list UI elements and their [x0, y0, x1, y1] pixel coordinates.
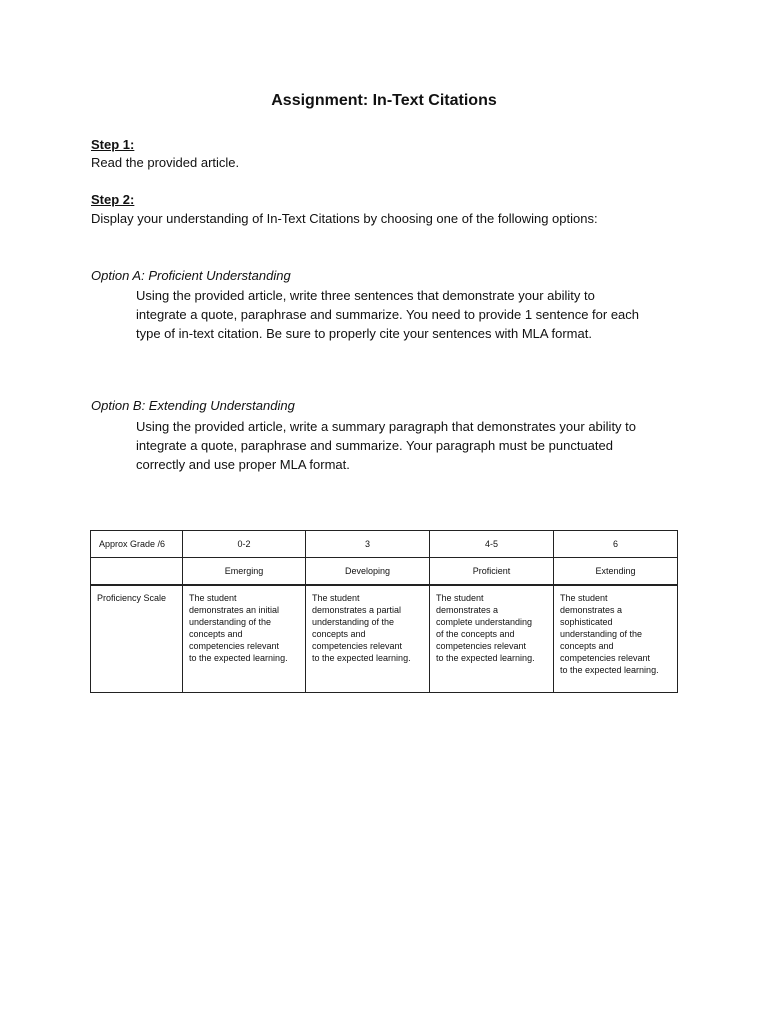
description-line: demonstrates a partial [312, 605, 402, 615]
description-line: The student [189, 593, 237, 603]
step-2-heading: Step 2: [91, 192, 135, 207]
step-1-heading: Step 1: [91, 137, 135, 152]
scale-label-cell: Proficiency Scale [91, 585, 183, 693]
description-line: competencies relevant [312, 641, 403, 651]
option-a-line: integrate a quote, paraphrase and summarize. You need to provide 1 sentence for each [136, 307, 640, 322]
option-a-line: Using the provided article, write three sentences that demonstrate your ability to [136, 288, 595, 303]
description-line: to the expected learning. [189, 653, 288, 663]
grade-cell: 4-5 [430, 531, 554, 558]
description-line: concepts and [189, 629, 243, 639]
description-line: The student [436, 593, 484, 603]
option-b-body [136, 417, 696, 474]
description-line: The student [312, 593, 360, 603]
page-title: Assignment: In-Text Citations [271, 92, 497, 109]
description-cell [430, 585, 554, 693]
level-cell: Extending [554, 558, 678, 586]
description-line: understanding of the [189, 617, 272, 627]
level-cell: Proficient [430, 558, 554, 586]
description-cell [183, 585, 306, 693]
option-a-body [136, 286, 696, 343]
step-1-text: Read the provided article. [91, 155, 240, 170]
description-line: understanding of the [312, 617, 395, 627]
description-cell [554, 585, 678, 693]
description-line: demonstrates a [436, 605, 499, 615]
proficiency-rubric-table [90, 530, 678, 693]
description-line: competencies relevant [436, 641, 527, 651]
description-line: competencies relevant [189, 641, 280, 651]
empty-cell [91, 558, 183, 586]
table-row [91, 585, 678, 693]
grade-label-cell: Approx Grade /6 [91, 531, 183, 558]
description-line: understanding of the [560, 629, 643, 639]
option-b-line: correctly and use proper MLA format. [136, 457, 350, 472]
description-line: to the expected learning. [312, 653, 411, 663]
option-b-line: integrate a quote, paraphrase and summarize. Your paragraph must be punctuated [136, 438, 613, 453]
level-cell: Developing [306, 558, 430, 586]
option-b-line: Using the provided article, write a summary paragraph that demonstrates your ability to [136, 419, 637, 434]
grade-cell: 0-2 [183, 531, 306, 558]
description-line: to the expected learning. [560, 665, 659, 675]
description-line: The student [560, 593, 608, 603]
description-line: of the concepts and [436, 629, 515, 639]
description-line: to the expected learning. [436, 653, 535, 663]
option-b-heading: Option B: Extending Understanding [91, 398, 295, 413]
option-a-heading: Option A: Proficient Understanding [91, 268, 291, 283]
description-line: concepts and [312, 629, 366, 639]
option-a-line: type of in-text citation. Be sure to properly cite your sentences with MLA format. [136, 326, 592, 341]
table-row [91, 531, 678, 558]
description-cell [306, 585, 430, 693]
description-line: concepts and [560, 641, 614, 651]
level-cell: Emerging [183, 558, 306, 586]
description-line: demonstrates an initial [189, 605, 280, 615]
description-line: demonstrates a [560, 605, 623, 615]
description-line: competencies relevant [560, 653, 651, 663]
description-line: sophisticated [560, 617, 613, 627]
grade-cell: 6 [554, 531, 678, 558]
step-2-text: Display your understanding of In-Text Citations by choosing one of the following options: [91, 211, 598, 226]
grade-cell: 3 [306, 531, 430, 558]
table-row [91, 558, 678, 586]
description-line: complete understanding [436, 617, 533, 627]
